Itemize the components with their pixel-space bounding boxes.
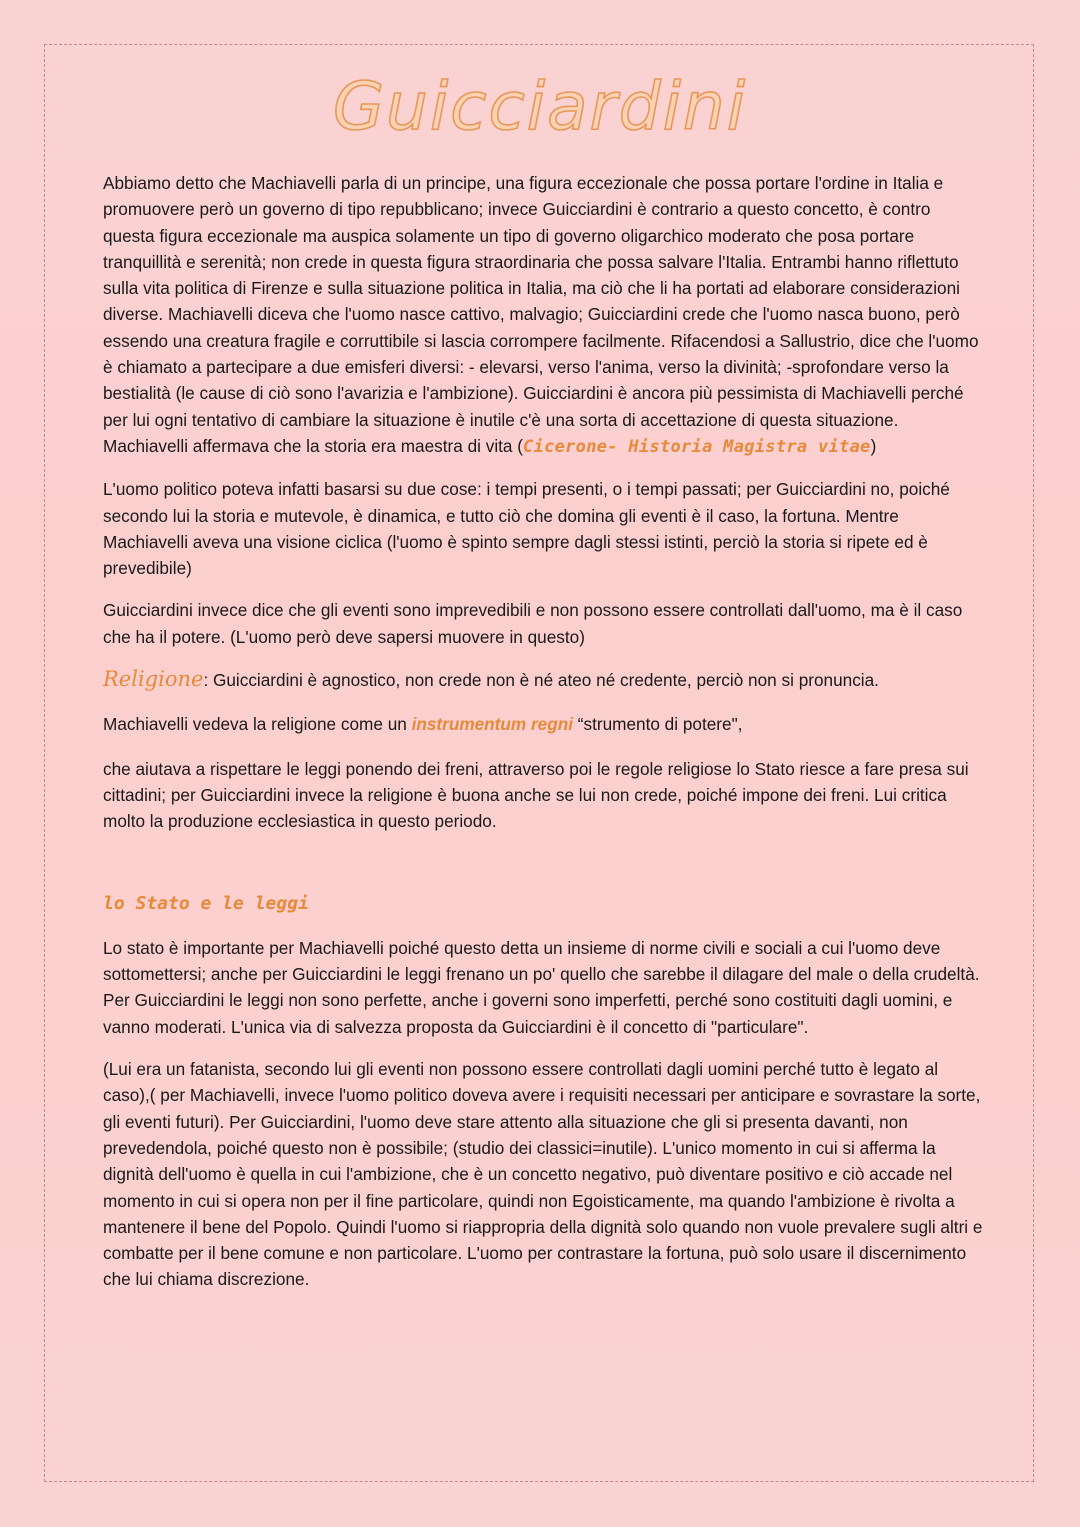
paragraph-instrumentum	[103, 711, 983, 737]
paragraph-intro-end: )	[870, 435, 877, 456]
section-heading-stato: lo Stato e le leggi	[103, 892, 309, 914]
paragraph-religion-laws: che aiutava a rispettare le leggi ponendo dei freni, attraverso poi le regole religiose lo Stato riesce a fare presa sui cittadini; per Guicciardini invece la religione è buona anche se lui non crede, poiché impone dei freni. Lui critica molto la produzione ecclesiastica in questo periodo.	[103, 758, 969, 832]
paragraph-stato: Lo stato è importante per Machiavelli poiché questo detta un insieme di norme civili e sociali a cui l'uomo deve sottomettersi; anche per Guicciardini le leggi frenano un po' quello che sarebbe il dilagare del male o della crudeltà. Per Guicciardini le leggi non sono perfette, anche i governi sono imperfetti, perché sono costituiti dagli uomini, e vanno moderati. L'unica via di salvezza proposta da Guicciardini è il concetto di "particulare".	[103, 937, 980, 1037]
paragraph-fatalism: (Lui era un fatanista, secondo lui gli eventi non possono essere controllati dagli uomini perché tutto è legato al caso),( per Machiavelli, invece l'uomo politico doveva avere i requisiti necessari per anticipare e sovrastare la sorte, gli eventi futuri). Per Guicciardini, l'uomo deve stare attento alla situazione che gli si presenta davanti, non prevedendola, poiché questo non è possibile; (studio dei classici=inutile). L'unico momento in cui si afferma la dignità dell'uomo è quella in cui l'ambizione, che è un concetto negativo, può diventare positivo e ciò accade nel momento in cui si opera non per il fine particolare, quindi non Egoisticamente, ma quando l'ambizione è rivolta a mantenere il bene del Popolo. Quindi l'uomo si riappropria della dignità solo quando non vuole prevalere sugli altri e combatte per il bene comune e non particolare. L'uomo per contrastare la fortuna, può solo usare il discernimento che lui chiama discrezione.	[103, 1059, 983, 1290]
paragraph-events: Guicciardini invece dice che gli eventi sono imprevedibili e non possono essere controllati dall'uomo, ma è il caso che ha il potere. (L'uomo però deve sapersi muovere in questo)	[103, 600, 963, 647]
page-title: Guicciardini	[332, 68, 748, 145]
paragraph-intro-text: Abbiamo detto che Machiavelli parla di un principe, una figura eccezionale che possa portare l'ordine in Italia e promuovere però un governo di tipo repubblicano; invece Guicciardini è contrario a questo concetto, è contro questa figura eccezionale ma auspica solamente un tipo di governo oligarchico moderato che posa portare tranquillità e serenità; non crede in questa figura straordinaria che possa salvare l'Italia. Entrambi hanno riflettuto sulla vita politica di Firenze e sulla situazione politica in Italia, ma ciò che li ha portati ad elaborare considerazioni diverse. Machiavelli diceva che l'uomo nasce cattivo, malvagio; Guicciardini crede che l'uomo nasca buono, però essendo una creatura fragile e corruttibile si lascia corrompere facilmente. Rifacendosi a Sallustrio, dice che l'uomo è chiamato a partecipare a due emisferi diversi: - elevarsi, verso l'anima, verso la divinità; -sprofondare verso la bestialità (le cause di ciò sono l'avarizia e l'ambizione). Guicciardini è ancora più pessimista di Machiavelli perché per lui ogni tentativo di cambiare la situazione è inutile c'è una sorta di accettazione di questa situazione. Machiavelli affermava che la storia era maestra di vita (	[103, 173, 979, 456]
religion-label: Religione	[103, 667, 204, 692]
instrumentum-highlight: instrumentum regni	[411, 714, 573, 735]
instrumentum-start: Machiavelli vedeva la religione come un	[103, 714, 412, 735]
paragraph-politics: L'uomo politico poteva infatti basarsi su due cose: i tempi presenti, o i tempi passati; per Guicciardini no, poiché secondo lui la storia e mutevole, è dinamica, e tutto ciò che domina gli eventi è il caso, la fortuna. Mentre Machiavelli aveva una visione ciclica (l'uomo è spinto sempre dagli stessi istinti, perciò la storia si ripete ed è prevedibile)	[103, 479, 950, 579]
paragraph-religion	[103, 666, 983, 693]
paragraph-intro	[103, 170, 983, 460]
religion-text: : Guicciardini è agnostico, non crede non è né ateo né credente, perciò non si pronuncia.	[203, 670, 879, 691]
cicero-citation: Cicerone- Historia Magistra vitae	[523, 436, 871, 457]
document-body	[103, 170, 983, 1309]
instrumentum-end: “strumento di potere",	[572, 714, 743, 735]
